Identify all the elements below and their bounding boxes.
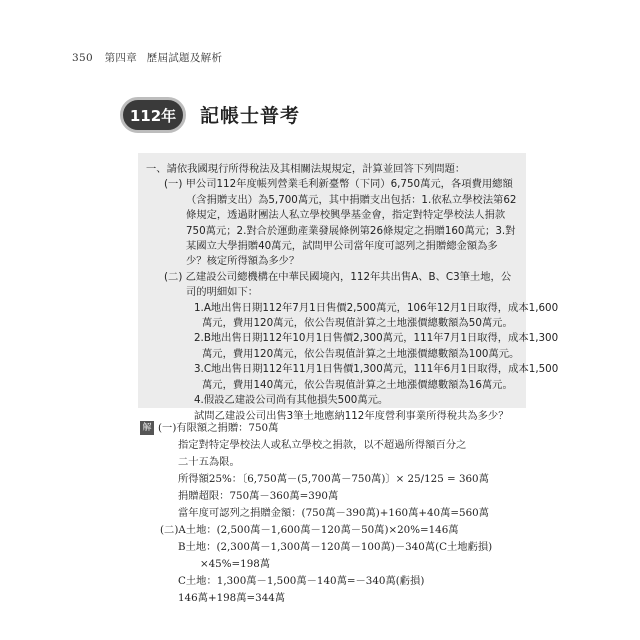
running-head: [72, 50, 222, 65]
answer-line: [140, 437, 530, 454]
question-line: 司的明細如下：: [186, 286, 259, 299]
answer-line: [140, 505, 530, 522]
question-line: 3.C地出售日期112年11月1日售價1,300萬元，111年6月1日取得，成本1,500: [194, 363, 559, 376]
answer-line-text: ×45%=198萬: [200, 558, 271, 570]
question-line: (一) 甲公司112年度帳列營業毛利新臺幣（下同）6,750萬元，各項費用總額: [164, 178, 513, 191]
question-line: 少？核定所得額為多少？: [186, 255, 300, 268]
question-line: （含捐贈支出）為5,700萬元，其中捐贈支出包括：1.依私立學校法第62: [186, 193, 517, 206]
solution-badge: 解: [140, 421, 154, 435]
section-label: 歷屆試題及解析: [146, 52, 223, 64]
answer-line: [140, 539, 530, 556]
exam-name: 記帳士普考: [200, 105, 301, 127]
answer-line: [140, 420, 530, 437]
exam-title: [120, 95, 540, 135]
answer-line-text: (二)A土地：(2,500萬－1,600萬－120萬－50萬)×20%=146萬: [160, 524, 459, 536]
question-text: [146, 162, 559, 424]
answer-line: [140, 522, 530, 539]
question-line: 萬元，費用120萬元，依公告現值計算之土地漲價總數額為50萬元。: [202, 317, 513, 330]
chapter-label: 第四章: [104, 52, 137, 64]
answer-line-text: 當年度可認列之捐贈金額：(750萬－390萬)+160萬+40萬=560萬: [178, 507, 489, 519]
answer-line-text: 146萬+198萬=344萬: [178, 592, 286, 604]
question-line: 萬元，費用120萬元，依公告現值計算之土地漲價總數額為100萬元。: [202, 347, 520, 360]
question-line: 2.B地出售日期112年10月1日售價2,300萬元，111年7月1日取得，成本1,300: [194, 332, 559, 345]
answer-line: [140, 471, 530, 488]
answer-line: [140, 488, 530, 505]
question-line: 試問乙建設公司出售3筆土地應納112年度營利事業所得稅共為多少？: [194, 409, 509, 422]
question-line: 4.假設乙建設公司尚有其他損失500萬元。: [194, 394, 389, 407]
answer-line: [140, 573, 530, 590]
answer-line-text: B土地：(2,300萬－1,300萬－120萬－100萬)－340萬(C土地虧損): [178, 541, 493, 553]
answer-text: [140, 420, 530, 607]
question-line: 1.A地出售日期112年7月1日售價2,500萬元，106年12月1日取得，成本1,600: [194, 301, 559, 314]
page-number: 350: [72, 52, 93, 64]
answer-line-text: 二十五為限。: [178, 456, 240, 468]
answer-line: [140, 454, 530, 471]
answer-line-text: 捐贈超限：750萬－360萬=390萬: [178, 490, 339, 502]
answer-line: [140, 556, 530, 573]
answer-line-text: (一)有限額之捐贈：750萬: [158, 422, 279, 434]
answer-line: [140, 590, 530, 607]
question-line: 萬元，費用140萬元，依公告現值計算之土地漲價總數額為16萬元。: [202, 378, 513, 391]
question-line: 一、請依我國現行所得稅法及其相關法規規定，計算並回答下列問題：: [146, 163, 466, 175]
answer-line-text: 所得額25%：〔6,750萬－(5,700萬－750萬)〕× 25/125 = 360萬: [178, 473, 489, 485]
question-line: (二) 乙建設公司總機構在中華民國境內，112年共出售A、B、C3筆土地，公: [164, 270, 512, 283]
answer-line-text: 指定對特定學校法人或私立學校之捐款，以不超過所得額百分之: [178, 439, 467, 451]
question-line: 某國立大學捐贈40萬元，試問甲公司當年度可認列之捐贈總金額為多: [186, 240, 498, 253]
year-badge: 112年: [120, 97, 186, 133]
answer-line-text: C土地：1,300萬－1,500萬－140萬=－340萬(虧損): [178, 575, 425, 587]
question-line: 750萬元；2.對合於運動產業發展條例第26條規定之捐贈160萬元；3.對: [186, 224, 516, 237]
question-line: 條規定，透過財團法人私立學校興學基金會，指定對特定學校法人捐款: [186, 209, 506, 222]
